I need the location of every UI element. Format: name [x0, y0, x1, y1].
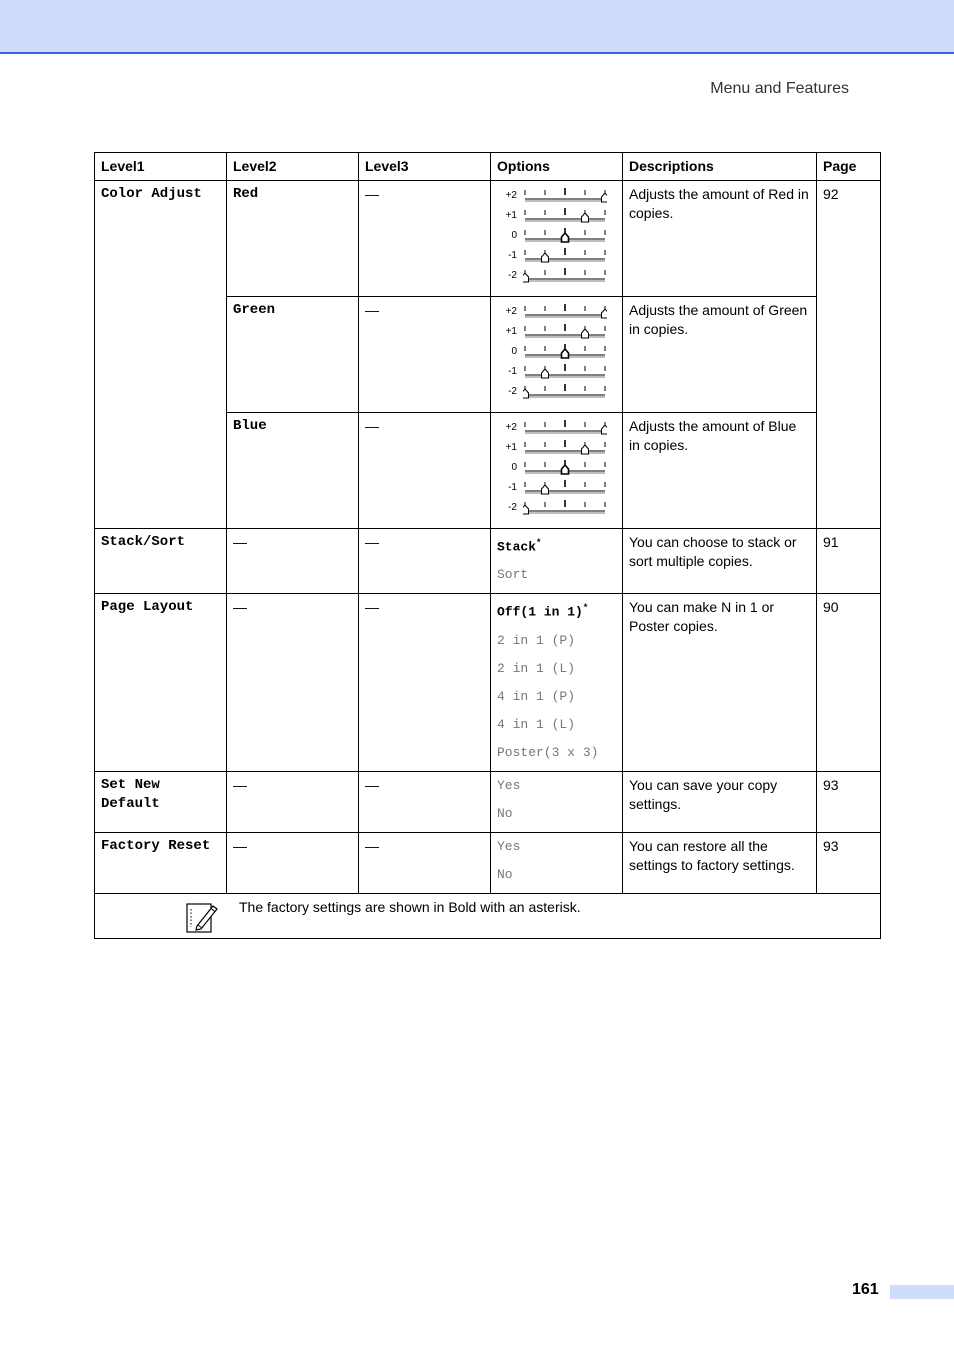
level3-dash: —: [359, 297, 491, 413]
level3-dash: —: [359, 594, 491, 771]
slider-thumb: [602, 309, 608, 318]
slider-level-label: 0: [511, 461, 517, 473]
level2-dash: —: [227, 771, 359, 832]
note-text: The factory settings are shown in Bold with an asterisk.: [239, 898, 581, 915]
header-page: Page: [817, 153, 881, 181]
description: Adjusts the amount of Red in copies.: [623, 181, 817, 297]
slider-thumb: [562, 349, 569, 358]
slider-level-label: -2: [508, 501, 517, 513]
slider-level-label: +1: [505, 441, 517, 453]
description: You can choose to stack or sort multiple copies.: [623, 529, 817, 594]
slider-track: [523, 302, 607, 320]
table-row: [95, 529, 881, 594]
options-set-new-default: [491, 771, 623, 832]
description: You can restore all the settings to factory settings.: [623, 832, 817, 893]
page-ref: 92: [817, 181, 881, 529]
slider-row: [497, 381, 609, 401]
slider-row: [497, 185, 609, 205]
section-title: Menu and Features: [710, 80, 849, 97]
slider-thumb: [582, 445, 589, 454]
slider-row: [497, 457, 609, 477]
slider-track: [523, 418, 607, 436]
description: You can make N in 1 or Poster copies.: [623, 594, 817, 771]
level3-dash: —: [359, 832, 491, 893]
level1-set-new-default: Set New Default: [95, 771, 227, 832]
note: [101, 898, 874, 934]
slider-thumb: [542, 485, 549, 494]
slider-level-label: -1: [508, 481, 517, 493]
header-descriptions: Descriptions: [623, 153, 817, 181]
slider-row: [497, 205, 609, 225]
header-level2: Level2: [227, 153, 359, 181]
table-header-row: [95, 153, 881, 181]
slider-thumb: [582, 329, 589, 338]
slider-row: [497, 265, 609, 285]
option: Sort: [497, 567, 529, 583]
slider-row: [497, 361, 609, 381]
slider-row: [497, 341, 609, 361]
slider-thumb: [523, 389, 529, 398]
level3-dash: —: [359, 181, 491, 297]
option-default: Off(1 in 1)*: [497, 603, 589, 620]
slider-level-label: +2: [505, 305, 517, 317]
slider-track: [523, 438, 607, 456]
description: You can save your copy settings.: [623, 771, 817, 832]
page-ref: 90: [817, 594, 881, 771]
slider-track: [523, 322, 607, 340]
slider-row: [497, 245, 609, 265]
header-options: Options: [491, 153, 623, 181]
slider-track: [523, 206, 607, 224]
menu-table: [94, 152, 881, 939]
table-row: [95, 181, 881, 297]
option: No: [497, 805, 513, 821]
slider-level-label: -1: [508, 365, 517, 377]
level2-dash: —: [227, 594, 359, 771]
slider-row: [497, 477, 609, 497]
page-number: 161: [852, 1281, 879, 1298]
slider-thumb: [562, 233, 569, 242]
slider-row: [497, 301, 609, 321]
level3-dash: —: [359, 413, 491, 529]
slider-thumb: [582, 213, 589, 222]
header-level3: Level3: [359, 153, 491, 181]
slider-level-label: +2: [505, 421, 517, 433]
header-level1: Level1: [95, 153, 227, 181]
page-ref: 93: [817, 832, 881, 893]
slider-row: [497, 497, 609, 517]
slider-thumb: [562, 465, 569, 474]
option: No: [497, 866, 513, 882]
slider-level-label: -2: [508, 269, 517, 281]
level2-red: Red: [227, 181, 359, 297]
level1-color-adjust: Color Adjust: [95, 181, 227, 529]
level2-blue: Blue: [227, 413, 359, 529]
slider-row: [497, 225, 609, 245]
header-band: [0, 0, 954, 54]
table-row: [95, 594, 881, 771]
slider-track: [523, 382, 607, 400]
slider-track: [523, 478, 607, 496]
slider-level-label: +1: [505, 325, 517, 337]
slider-track: [523, 246, 607, 264]
options-slider-red: [491, 181, 623, 297]
page-ref: 91: [817, 529, 881, 594]
slider-row: [497, 321, 609, 341]
slider-thumb: [602, 193, 608, 202]
options-slider-green: [491, 297, 623, 413]
options-slider-blue: [491, 413, 623, 529]
slider-level-label: 0: [511, 229, 517, 241]
slider-row: [497, 417, 609, 437]
level2-dash: —: [227, 832, 359, 893]
table-row: [95, 771, 881, 832]
options-stack-sort: [491, 529, 623, 594]
level1-page-layout: Page Layout: [95, 594, 227, 771]
options-factory-reset: [491, 832, 623, 893]
slider-level-label: 0: [511, 345, 517, 357]
color-slider: [497, 301, 609, 401]
level3-dash: —: [359, 771, 491, 832]
slider-thumb: [542, 369, 549, 378]
option: 2 in 1 (L): [497, 660, 576, 676]
slider-thumb: [523, 273, 529, 282]
slider-level-label: +1: [505, 209, 517, 221]
level2-dash: —: [227, 529, 359, 594]
option: Yes: [497, 777, 521, 793]
slider-track: [523, 226, 607, 244]
option: 4 in 1 (L): [497, 716, 576, 732]
description: Adjusts the amount of Blue in copies.: [623, 413, 817, 529]
slider-track: [523, 498, 607, 516]
color-slider: [497, 185, 609, 285]
slider-thumb: [542, 253, 549, 262]
note-row: [95, 893, 881, 938]
slider-row: [497, 437, 609, 457]
table-row: [95, 832, 881, 893]
page-number-bar: [890, 1285, 954, 1299]
slider-track: [523, 342, 607, 360]
slider-level-label: +2: [505, 189, 517, 201]
page-ref: 93: [817, 771, 881, 832]
option: 4 in 1 (P): [497, 688, 576, 704]
slider-thumb: [523, 505, 529, 514]
slider-track: [523, 266, 607, 284]
color-slider: [497, 417, 609, 517]
slider-level-label: -1: [508, 249, 517, 261]
option: 2 in 1 (P): [497, 632, 576, 648]
option: Poster(3 x 3): [497, 744, 599, 760]
description: Adjusts the amount of Green in copies.: [623, 297, 817, 413]
option-default: Stack*: [497, 538, 542, 555]
slider-level-label: -2: [508, 385, 517, 397]
slider-track: [523, 362, 607, 380]
level3-dash: —: [359, 529, 491, 594]
note-pencil-icon: [185, 900, 219, 934]
slider-track: [523, 458, 607, 476]
level2-green: Green: [227, 297, 359, 413]
level1-stack-sort: Stack/Sort: [95, 529, 227, 594]
level1-factory-reset: Factory Reset: [95, 832, 227, 893]
slider-thumb: [602, 425, 608, 434]
slider-track: [523, 186, 607, 204]
options-page-layout: [491, 594, 623, 771]
option: Yes: [497, 838, 521, 854]
